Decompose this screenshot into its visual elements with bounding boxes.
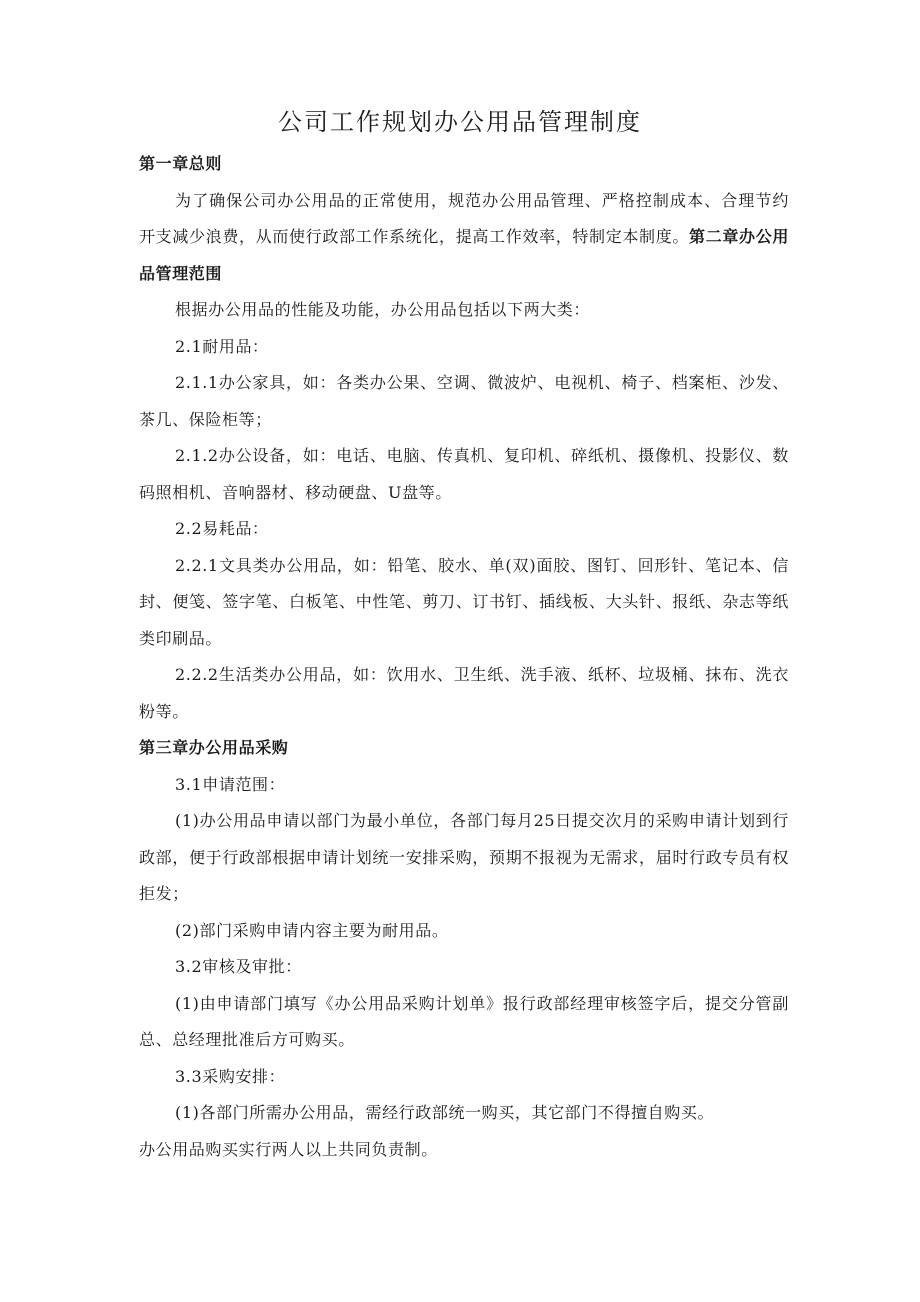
- closing-paragraph: 办公用品购买实行两人以上共同负责制。: [139, 1139, 438, 1159]
- chapter-1-heading: 第一章总则: [139, 154, 223, 173]
- section-2-2: 2.2易耗品：: [175, 519, 269, 538]
- section-2-1-2: 2.1.2办公设备，如：电话、电脑、传真机、复印机、碎纸机、摄像机、投影仪、数码照相机、音响器材、移动硬盘、U盘等。: [139, 446, 789, 502]
- section-3-1: 3.1申请范围：: [175, 774, 286, 794]
- section-2-1-1: 2.1.1办公家具，如：各类办公果、空调、微波炉、电视机、椅子、档案柜、沙发、茶几、保险柜等；: [139, 373, 789, 429]
- section-3-3: 3.3采购安排：: [175, 1066, 286, 1086]
- section-3-2-item-1: (1)由申请部门填写《办公用品采购计划单》报行政部经理审核签字后，提交分管副总、总经理批准后方可购买。: [139, 993, 789, 1049]
- section-2-2-2: 2.2.2生活类办公用品，如：饮用水、卫生纸、洗手液、纸杯、垃圾桶、抹布、洗衣粉等。: [139, 665, 789, 721]
- section-2-2-1: 2.2.1文具类办公用品，如：铅笔、胶水、单(双)面胶、图钉、回形针、笔记本、信封、便笺、签字笔、白板笔、中性笔、剪刀、订书钉、插线板、大头针、报纸、杂志等纸类印刷品。: [139, 555, 789, 648]
- section-3-1-item-2: (2)部门采购申请内容主要为耐用品。: [175, 920, 449, 940]
- section-3-3-item-1: (1)各部门所需办公用品，需经行政部统一购买，其它部门不得擅自购买。: [175, 1103, 715, 1122]
- paragraph-scope: 根据办公用品的性能及功能，办公用品包括以下两大类：: [175, 300, 591, 319]
- section-3-2: 3.2审核及审批：: [175, 957, 302, 976]
- section-2-1: 2.1耐用品：: [175, 336, 269, 356]
- document-body: [139, 146, 789, 1168]
- intro-text: 为了确保公司办公用品的正常使用，规范办公用品管理、严格控制成本、合理节约开支减少浪费，从而使行政部工作系统化，提高工作效率，特制定本制度。: [139, 190, 789, 246]
- paragraph-intro: [139, 183, 789, 293]
- document-title: 公司工作规划办公用品管理制度: [278, 108, 642, 136]
- section-3-1-item-1: (1)办公用品申请以部门为最小单位，各部门每月25日提交次月的采购申请计划到行政部，便于行政部根据申请计划统一安排采购，预期不报视为无需求，届时行政专员有权拒发；: [139, 811, 789, 903]
- chapter-2-heading: 第二章办公用品管理范围: [139, 227, 789, 283]
- chapter-3-heading: 第三章办公用品采购: [139, 738, 289, 757]
